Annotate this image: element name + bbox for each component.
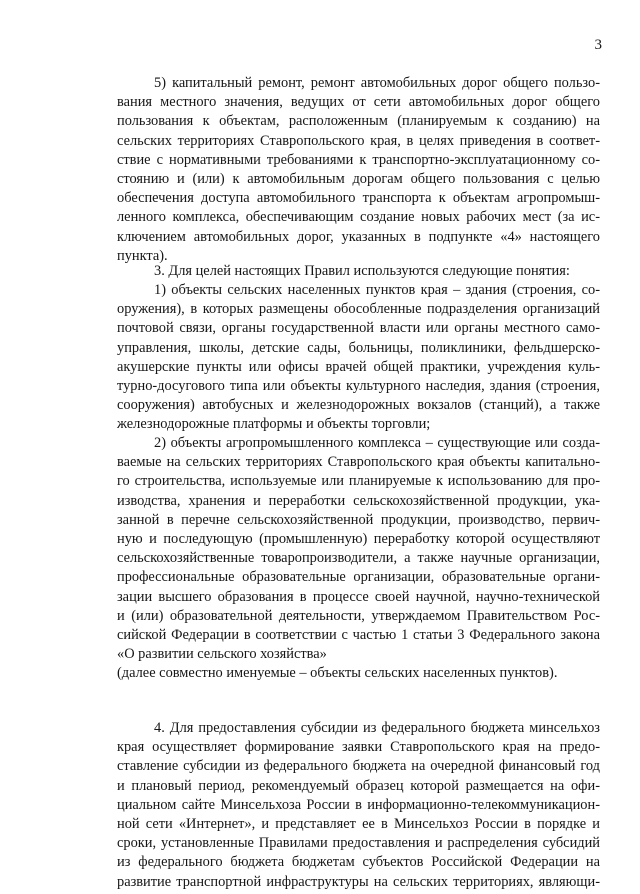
- paragraph-concept-2: [117, 434, 600, 664]
- paragraph-concept-1: [117, 281, 600, 435]
- text-line: 3. Для целей настоящих Правил используются следующие понятия:: [154, 263, 570, 279]
- text-line: 1) объекты сельских населенных пунктов края – здания (строения, со-: [154, 282, 600, 298]
- text-line: «О развитии сельского хозяйства»: [117, 646, 327, 663]
- text-line: 5) капитальный ремонт, ремонт автомобильных дорог общего пользо-: [154, 75, 600, 91]
- text-line: железнодорожные платформы и объекты торговли;: [117, 416, 431, 433]
- text-line: ключением автомобильных дорог, указанных в подпункте «4» настоящего: [117, 228, 600, 245]
- text-line: ленного комплекса, обеспечивающим создание новых рабочих мест (за ис-: [117, 209, 600, 226]
- text-line: ствие с нормативными требованиями к транспортно-эксплуатационному со-: [117, 151, 600, 168]
- text-line: ставление субсидии из федерального бюджета на очередной финансовый год: [117, 758, 600, 775]
- text-line: (далее совместно именуемые – объекты сельских населенных пунктов).: [117, 665, 558, 681]
- text-line: края осуществляет формирование заявки Ставропольского края на предо-: [117, 739, 600, 756]
- text-line: из федерального бюджета бюджетам субъектов Российской Федерации на: [117, 854, 600, 871]
- page-number: 3: [594, 37, 602, 53]
- text-line: развитие транспортной инфраструктуры на сельских территориях, являющи-: [117, 873, 600, 890]
- text-line: изводства, хранения и переработки сельскохозяйственной продукции, ука-: [117, 492, 600, 509]
- text-line: сроки, установленные Правилами предоставления и распределения субсидий: [117, 835, 600, 852]
- text-line: занной в перечне сельскохозяйственной продукции, производство, первич-: [117, 511, 600, 528]
- text-line: и плановый период, рекомендуемый образец которой размещается на офи-: [117, 777, 600, 794]
- text-line: профессиональные образовательные организации, образовательные органи-: [117, 569, 600, 586]
- text-line: пункта).: [117, 247, 168, 264]
- text-line: ной сети «Интернет», и представляет ее в Минсельхоз России в порядке и: [117, 815, 600, 832]
- text-line: вания местного значения, ведущих от сети автомобильных дорог общего: [117, 94, 600, 111]
- text-line: го строительства, используемые или планируемые к использованию для про-: [117, 473, 600, 490]
- text-line: сельскохозяйственные товаропроизводители, а также научные организации,: [117, 550, 600, 567]
- text-line: стоянию и (или) к автомобильным дорогам общего пользования с целью: [117, 170, 600, 187]
- text-line: зации высшего образования в процессе своей научной, научно-технической: [117, 588, 600, 605]
- text-line: сельских территориях Ставропольского края, в целях приведения в соответ-: [117, 132, 600, 149]
- text-line: управления, школы, детские сады, больницы, поликлиники, фельдшерско-: [117, 339, 600, 356]
- text-line: сооружения) автобусных и железнодорожных вокзалов (станций), а также: [117, 397, 600, 414]
- text-line: оружения), в которых размещены обособленные подразделения организаций: [117, 301, 600, 318]
- text-line: пользования к объектам, расположенным (планируемым к созданию) на: [117, 113, 600, 130]
- text-line: почтовой связи, органы государственной власти или органы местного само-: [117, 320, 600, 337]
- text-line: турно-досугового типа или объекты культурного наследия, здания (строения,: [117, 377, 600, 394]
- text-line: циальном сайте Минсельхоза России в информационно-телекоммуникацион-: [117, 796, 600, 813]
- text-line: акушерские пункты или офисы врачей общей практики, учреждения куль-: [117, 358, 600, 375]
- paragraph-concept-note: [117, 664, 600, 683]
- text-line: обеспечения доступа автомобильного транспорта к объектам агропромыш-: [117, 190, 600, 207]
- paragraph-section-3-intro: [117, 262, 600, 281]
- text-line: и (или) образовательной деятельности, утверждаемом Правительством Рос-: [117, 607, 600, 624]
- text-line: ную и последующую (промышленную) переработку которой осуществляют: [117, 530, 600, 547]
- text-line: ваемые на сельских территориях Ставропольского края объекты капитально-: [117, 454, 600, 471]
- text-line: 4. Для предоставления субсидии из федерального бюджета минсельхоз: [154, 720, 600, 736]
- paragraph-item-5: [117, 74, 600, 266]
- text-line: 2) объекты агропромышленного комплекса – существующие или созда-: [154, 435, 600, 451]
- paragraph-section-4: [117, 719, 600, 892]
- text-line: сийской Федерации в соответствии с частью 1 статьи 3 Федерального закона: [117, 626, 600, 643]
